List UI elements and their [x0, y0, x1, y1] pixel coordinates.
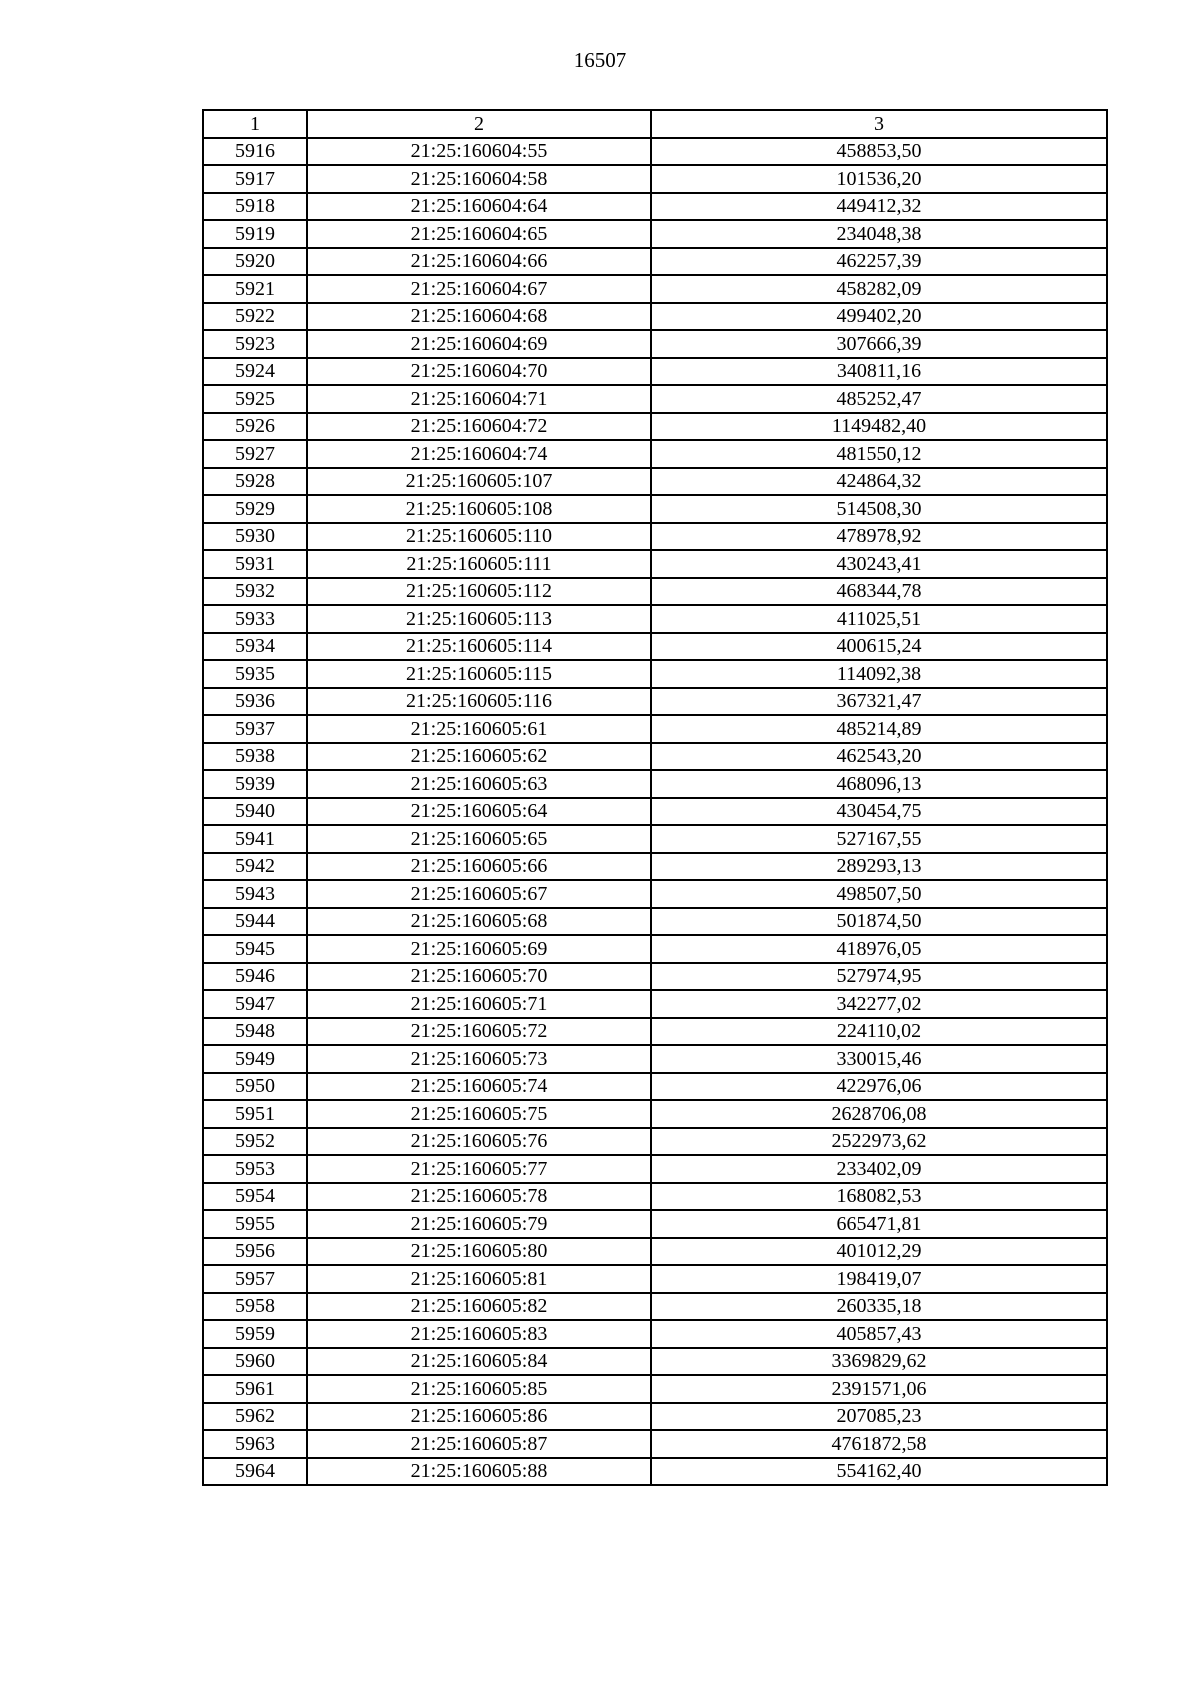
value-cell: 481550,12	[651, 440, 1107, 468]
row-number-cell: 5932	[203, 578, 307, 606]
cadastral-number-cell: 21:25:160604:72	[307, 413, 651, 441]
cadastral-number-cell: 21:25:160605:65	[307, 825, 651, 853]
value-cell: 462543,20	[651, 743, 1107, 771]
cadastral-number-cell: 21:25:160605:107	[307, 468, 651, 496]
cadastral-number-cell: 21:25:160605:80	[307, 1238, 651, 1266]
table-body	[203, 138, 1107, 1486]
row-number-cell: 5920	[203, 248, 307, 276]
cadastral-number-cell: 21:25:160604:65	[307, 220, 651, 248]
cadastral-number-cell: 21:25:160605:77	[307, 1155, 651, 1183]
cadastral-number-cell: 21:25:160605:62	[307, 743, 651, 771]
value-cell: 554162,40	[651, 1458, 1107, 1486]
row-number-cell: 5940	[203, 798, 307, 826]
table-row	[203, 413, 1107, 441]
row-number-cell: 5957	[203, 1265, 307, 1293]
table-row	[203, 715, 1107, 743]
cadastral-number-cell: 21:25:160605:81	[307, 1265, 651, 1293]
table-row	[203, 1375, 1107, 1403]
table-row	[203, 440, 1107, 468]
cadastral-number-cell: 21:25:160605:108	[307, 495, 651, 523]
table-row	[203, 495, 1107, 523]
value-cell: 367321,47	[651, 688, 1107, 716]
cadastral-number-cell: 21:25:160604:67	[307, 275, 651, 303]
table-row	[203, 468, 1107, 496]
row-number-cell: 5937	[203, 715, 307, 743]
value-cell: 485214,89	[651, 715, 1107, 743]
cadastral-number-cell: 21:25:160605:112	[307, 578, 651, 606]
cadastral-number-cell: 21:25:160605:74	[307, 1073, 651, 1101]
table-row	[203, 1183, 1107, 1211]
value-cell: 478978,92	[651, 523, 1107, 551]
value-cell: 2391571,06	[651, 1375, 1107, 1403]
row-number-cell: 5929	[203, 495, 307, 523]
cadastral-number-cell: 21:25:160605:88	[307, 1458, 651, 1486]
value-cell: 400615,24	[651, 633, 1107, 661]
data-table	[202, 109, 1108, 1486]
value-cell: 289293,13	[651, 853, 1107, 881]
cadastral-number-cell: 21:25:160605:66	[307, 853, 651, 881]
row-number-cell: 5935	[203, 660, 307, 688]
cadastral-number-cell: 21:25:160605:116	[307, 688, 651, 716]
table-row	[203, 1265, 1107, 1293]
cadastral-number-cell: 21:25:160605:111	[307, 550, 651, 578]
table-row	[203, 193, 1107, 221]
table-row	[203, 550, 1107, 578]
cadastral-number-cell: 21:25:160605:85	[307, 1375, 651, 1403]
row-number-cell: 5917	[203, 165, 307, 193]
cadastral-number-cell: 21:25:160604:66	[307, 248, 651, 276]
cadastral-number-cell: 21:25:160605:115	[307, 660, 651, 688]
page-number: 16507	[573, 48, 627, 72]
value-cell: 168082,53	[651, 1183, 1107, 1211]
cadastral-number-cell: 21:25:160604:69	[307, 330, 651, 358]
row-number-cell: 5921	[203, 275, 307, 303]
value-cell: 499402,20	[651, 303, 1107, 331]
table-row	[203, 798, 1107, 826]
row-number-cell: 5933	[203, 605, 307, 633]
value-cell: 430243,41	[651, 550, 1107, 578]
row-number-cell: 5942	[203, 853, 307, 881]
cadastral-number-cell: 21:25:160605:75	[307, 1100, 651, 1128]
table-row	[203, 853, 1107, 881]
value-cell: 411025,51	[651, 605, 1107, 633]
value-cell: 342277,02	[651, 990, 1107, 1018]
row-number-cell: 5964	[203, 1458, 307, 1486]
row-number-cell: 5955	[203, 1210, 307, 1238]
table-row	[203, 1073, 1107, 1101]
value-cell: 2628706,08	[651, 1100, 1107, 1128]
table-row	[203, 770, 1107, 798]
value-cell: 498507,50	[651, 880, 1107, 908]
row-number-cell: 5934	[203, 633, 307, 661]
row-number-cell: 5953	[203, 1155, 307, 1183]
value-cell: 260335,18	[651, 1293, 1107, 1321]
row-number-cell: 5945	[203, 935, 307, 963]
table-row	[203, 963, 1107, 991]
row-number-cell: 5922	[203, 303, 307, 331]
value-cell: 449412,32	[651, 193, 1107, 221]
cadastral-number-cell: 21:25:160604:55	[307, 138, 651, 166]
row-number-cell: 5941	[203, 825, 307, 853]
value-cell: 485252,47	[651, 385, 1107, 413]
table-row	[203, 165, 1107, 193]
table-row	[203, 1430, 1107, 1458]
cadastral-number-cell: 21:25:160604:70	[307, 358, 651, 386]
table-row	[203, 688, 1107, 716]
row-number-cell: 5950	[203, 1073, 307, 1101]
cadastral-number-cell: 21:25:160604:68	[307, 303, 651, 331]
value-cell: 233402,09	[651, 1155, 1107, 1183]
table-row	[203, 660, 1107, 688]
cadastral-number-cell: 21:25:160605:82	[307, 1293, 651, 1321]
row-number-cell: 5926	[203, 413, 307, 441]
value-cell: 207085,23	[651, 1403, 1107, 1431]
row-number-cell: 5930	[203, 523, 307, 551]
table-row	[203, 220, 1107, 248]
value-cell: 3369829,62	[651, 1348, 1107, 1376]
value-cell: 468096,13	[651, 770, 1107, 798]
table-row	[203, 1128, 1107, 1156]
row-number-cell: 5946	[203, 963, 307, 991]
value-cell: 468344,78	[651, 578, 1107, 606]
value-cell: 424864,32	[651, 468, 1107, 496]
value-cell: 527974,95	[651, 963, 1107, 991]
table-row	[203, 935, 1107, 963]
value-cell: 501874,50	[651, 908, 1107, 936]
row-number-cell: 5956	[203, 1238, 307, 1266]
cadastral-number-cell: 21:25:160604:71	[307, 385, 651, 413]
cadastral-number-cell: 21:25:160605:67	[307, 880, 651, 908]
value-cell: 198419,07	[651, 1265, 1107, 1293]
table-row	[203, 1458, 1107, 1486]
row-number-cell: 5928	[203, 468, 307, 496]
cadastral-number-cell: 21:25:160605:83	[307, 1320, 651, 1348]
cadastral-number-cell: 21:25:160605:114	[307, 633, 651, 661]
table-row	[203, 1210, 1107, 1238]
cadastral-number-cell: 21:25:160605:79	[307, 1210, 651, 1238]
value-cell: 430454,75	[651, 798, 1107, 826]
table-row	[203, 1320, 1107, 1348]
column-header-2: 2	[307, 110, 651, 138]
row-number-cell: 5947	[203, 990, 307, 1018]
table-row	[203, 1403, 1107, 1431]
row-number-cell: 5918	[203, 193, 307, 221]
cadastral-number-cell: 21:25:160605:113	[307, 605, 651, 633]
cadastral-number-cell: 21:25:160605:86	[307, 1403, 651, 1431]
table-row	[203, 1045, 1107, 1073]
value-cell: 330015,46	[651, 1045, 1107, 1073]
value-cell: 462257,39	[651, 248, 1107, 276]
row-number-cell: 5960	[203, 1348, 307, 1376]
table-row	[203, 990, 1107, 1018]
table-row	[203, 138, 1107, 166]
table-row	[203, 275, 1107, 303]
cadastral-number-cell: 21:25:160605:110	[307, 523, 651, 551]
table-row	[203, 1018, 1107, 1046]
table-row	[203, 523, 1107, 551]
row-number-cell: 5943	[203, 880, 307, 908]
value-cell: 114092,38	[651, 660, 1107, 688]
table-row	[203, 1100, 1107, 1128]
table-row	[203, 633, 1107, 661]
row-number-cell: 5938	[203, 743, 307, 771]
row-number-cell: 5916	[203, 138, 307, 166]
cadastral-number-cell: 21:25:160604:74	[307, 440, 651, 468]
column-header-1: 1	[203, 110, 307, 138]
cadastral-number-cell: 21:25:160605:73	[307, 1045, 651, 1073]
cadastral-number-cell: 21:25:160605:63	[307, 770, 651, 798]
row-number-cell: 5958	[203, 1293, 307, 1321]
cadastral-number-cell: 21:25:160605:87	[307, 1430, 651, 1458]
cadastral-number-cell: 21:25:160605:78	[307, 1183, 651, 1211]
row-number-cell: 5939	[203, 770, 307, 798]
table-header-row	[203, 110, 1107, 138]
row-number-cell: 5961	[203, 1375, 307, 1403]
value-cell: 234048,38	[651, 220, 1107, 248]
row-number-cell: 5949	[203, 1045, 307, 1073]
value-cell: 340811,16	[651, 358, 1107, 386]
value-cell: 307666,39	[651, 330, 1107, 358]
value-cell: 514508,30	[651, 495, 1107, 523]
table-row	[203, 330, 1107, 358]
cadastral-number-cell: 21:25:160605:64	[307, 798, 651, 826]
column-header-3: 3	[651, 110, 1107, 138]
value-cell: 405857,43	[651, 1320, 1107, 1348]
value-cell: 4761872,58	[651, 1430, 1107, 1458]
value-cell: 422976,06	[651, 1073, 1107, 1101]
row-number-cell: 5962	[203, 1403, 307, 1431]
value-cell: 527167,55	[651, 825, 1107, 853]
table-row	[203, 1293, 1107, 1321]
cadastral-number-cell: 21:25:160605:71	[307, 990, 651, 1018]
table-row	[203, 1348, 1107, 1376]
row-number-cell: 5963	[203, 1430, 307, 1458]
row-number-cell: 5952	[203, 1128, 307, 1156]
row-number-cell: 5923	[203, 330, 307, 358]
row-number-cell: 5924	[203, 358, 307, 386]
row-number-cell: 5951	[203, 1100, 307, 1128]
cadastral-number-cell: 21:25:160605:72	[307, 1018, 651, 1046]
row-number-cell: 5936	[203, 688, 307, 716]
table-row	[203, 908, 1107, 936]
cadastral-number-cell: 21:25:160605:61	[307, 715, 651, 743]
table-row	[203, 743, 1107, 771]
table-row	[203, 248, 1107, 276]
cadastral-number-cell: 21:25:160604:64	[307, 193, 651, 221]
cadastral-number-cell: 21:25:160605:76	[307, 1128, 651, 1156]
value-cell: 101536,20	[651, 165, 1107, 193]
cadastral-number-cell: 21:25:160605:68	[307, 908, 651, 936]
row-number-cell: 5931	[203, 550, 307, 578]
value-cell: 665471,81	[651, 1210, 1107, 1238]
value-cell: 458282,09	[651, 275, 1107, 303]
table-row	[203, 358, 1107, 386]
table-row	[203, 605, 1107, 633]
table-row	[203, 578, 1107, 606]
value-cell: 418976,05	[651, 935, 1107, 963]
row-number-cell: 5959	[203, 1320, 307, 1348]
table-row	[203, 385, 1107, 413]
cadastral-number-cell: 21:25:160604:58	[307, 165, 651, 193]
table-row	[203, 1238, 1107, 1266]
cadastral-number-cell: 21:25:160605:70	[307, 963, 651, 991]
value-cell: 401012,29	[651, 1238, 1107, 1266]
table-row	[203, 880, 1107, 908]
row-number-cell: 5944	[203, 908, 307, 936]
value-cell: 1149482,40	[651, 413, 1107, 441]
table-row	[203, 1155, 1107, 1183]
row-number-cell: 5925	[203, 385, 307, 413]
table-row	[203, 825, 1107, 853]
value-cell: 458853,50	[651, 138, 1107, 166]
cadastral-number-cell: 21:25:160605:69	[307, 935, 651, 963]
row-number-cell: 5948	[203, 1018, 307, 1046]
table-row	[203, 303, 1107, 331]
value-cell: 224110,02	[651, 1018, 1107, 1046]
cadastral-number-cell: 21:25:160605:84	[307, 1348, 651, 1376]
row-number-cell: 5919	[203, 220, 307, 248]
value-cell: 2522973,62	[651, 1128, 1107, 1156]
row-number-cell: 5954	[203, 1183, 307, 1211]
row-number-cell: 5927	[203, 440, 307, 468]
